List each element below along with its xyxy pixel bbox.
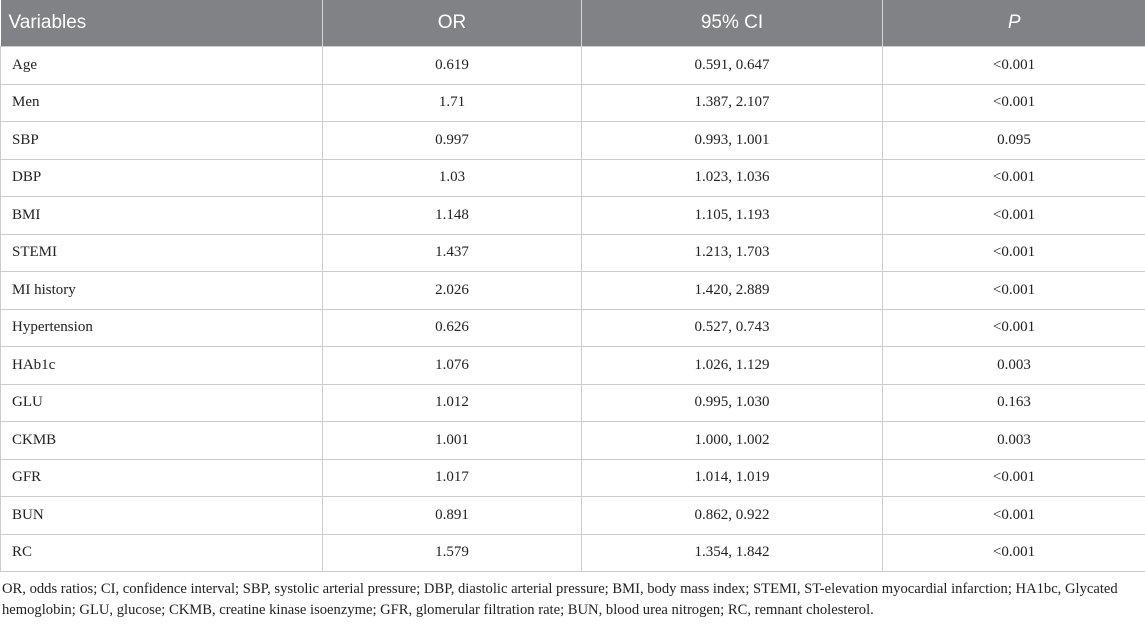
ci-cell: 1.420, 2.889 — [582, 272, 883, 310]
p-value-cell: <0.001 — [883, 309, 1145, 347]
or-cell: 1.001 — [323, 422, 582, 460]
variable-cell: DBP — [1, 159, 323, 197]
table-row — [1, 197, 1145, 235]
or-cell: 1.148 — [323, 197, 582, 235]
or-cell: 0.997 — [323, 122, 582, 160]
variable-cell: BUN — [1, 497, 323, 535]
variable-cell: MI history — [1, 272, 323, 310]
p-value-cell: 0.163 — [883, 384, 1145, 422]
or-cell: 1.71 — [323, 84, 582, 122]
table-row — [1, 384, 1145, 422]
or-cell: 0.619 — [323, 47, 582, 85]
table-row — [1, 309, 1145, 347]
p-value-cell: <0.001 — [883, 159, 1145, 197]
table-row — [1, 234, 1145, 272]
or-cell: 1.017 — [323, 459, 582, 497]
variable-cell: RC — [1, 534, 323, 572]
header-or: OR — [323, 0, 582, 47]
p-value-cell: 0.003 — [883, 347, 1145, 385]
ci-cell: 0.993, 1.001 — [582, 122, 883, 160]
variable-cell: GLU — [1, 384, 323, 422]
or-cell: 0.626 — [323, 309, 582, 347]
or-cell: 1.012 — [323, 384, 582, 422]
ci-cell: 0.591, 0.647 — [582, 47, 883, 85]
table-row — [1, 534, 1145, 572]
table-row — [1, 122, 1145, 160]
variable-cell: GFR — [1, 459, 323, 497]
table-row — [1, 84, 1145, 122]
ci-cell: 1.213, 1.703 — [582, 234, 883, 272]
variable-cell: HAb1c — [1, 347, 323, 385]
table-row — [1, 272, 1145, 310]
variable-cell: Age — [1, 47, 323, 85]
ci-cell: 0.995, 1.030 — [582, 384, 883, 422]
ci-cell: 1.000, 1.002 — [582, 422, 883, 460]
ci-cell: 1.387, 2.107 — [582, 84, 883, 122]
variable-cell: BMI — [1, 197, 323, 235]
ci-cell: 0.527, 0.743 — [582, 309, 883, 347]
variable-cell: STEMI — [1, 234, 323, 272]
header-p: P — [883, 0, 1145, 47]
p-value-cell: 0.003 — [883, 422, 1145, 460]
ci-cell: 1.105, 1.193 — [582, 197, 883, 235]
table-row — [1, 422, 1145, 460]
ci-cell: 1.354, 1.842 — [582, 534, 883, 572]
ci-cell: 0.862, 0.922 — [582, 497, 883, 535]
table-body — [1, 47, 1145, 572]
p-value-cell: <0.001 — [883, 197, 1145, 235]
p-value-cell: <0.001 — [883, 497, 1145, 535]
ci-cell: 1.014, 1.019 — [582, 459, 883, 497]
header-ci: 95% CI — [582, 0, 883, 47]
variable-cell: Men — [1, 84, 323, 122]
table-footnote: OR, odds ratios; CI, confidence interval; SBP, systolic arterial pressure; DBP, diastolic arterial pressure; BMI, body mass index; STEMI, ST-elevation myocardial infarction; HA1bc, Glycated hemoglobin; GLU, glucose; CKMB, creatine kinase isoenzyme; GFR, glomerular filtration rate; BUN, blood urea nitrogen; RC, remnant cholesterol. — [2, 581, 1118, 618]
p-value-cell: <0.001 — [883, 534, 1145, 572]
or-cell: 1.076 — [323, 347, 582, 385]
or-cell: 1.437 — [323, 234, 582, 272]
ci-cell: 1.023, 1.036 — [582, 159, 883, 197]
or-cell: 2.026 — [323, 272, 582, 310]
p-value-cell: <0.001 — [883, 459, 1145, 497]
table-row — [1, 459, 1145, 497]
p-value-cell: <0.001 — [883, 234, 1145, 272]
header-variables: Variables — [1, 0, 323, 47]
header-row — [1, 0, 1145, 47]
table-row — [1, 47, 1145, 85]
or-cell: 1.579 — [323, 534, 582, 572]
ci-cell: 1.026, 1.129 — [582, 347, 883, 385]
p-value-cell: <0.001 — [883, 47, 1145, 85]
or-cell: 1.03 — [323, 159, 582, 197]
or-cell: 0.891 — [323, 497, 582, 535]
table-row — [1, 347, 1145, 385]
p-value-cell: <0.001 — [883, 84, 1145, 122]
p-value-cell: 0.095 — [883, 122, 1145, 160]
variable-cell: SBP — [1, 122, 323, 160]
variable-cell: CKMB — [1, 422, 323, 460]
table-header — [1, 0, 1145, 47]
table-row — [1, 159, 1145, 197]
table-row — [1, 497, 1145, 535]
p-value-cell: <0.001 — [883, 272, 1145, 310]
variable-cell: Hypertension — [1, 309, 323, 347]
